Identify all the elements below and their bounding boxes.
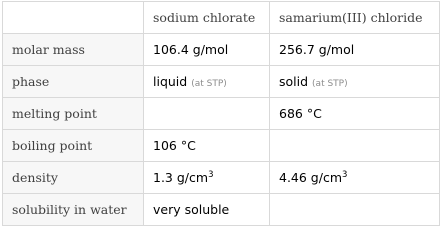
table-row bbox=[3, 130, 440, 162]
table-row bbox=[3, 66, 440, 98]
phase-samarium-chloride: solid bbox=[279, 74, 309, 89]
header-samarium-chloride: samarium(III) chloride bbox=[270, 2, 440, 34]
row-label-boiling-point: boiling point bbox=[3, 130, 144, 162]
molar-mass-sodium-chlorate: 106.4 g/mol bbox=[144, 34, 270, 66]
table-row bbox=[3, 194, 440, 226]
molar-mass-samarium-chloride: 256.7 g/mol bbox=[270, 34, 440, 66]
density-sodium-chlorate-cell bbox=[144, 162, 270, 194]
row-label-density: density bbox=[3, 162, 144, 194]
density-samarium-chloride-cell bbox=[270, 162, 440, 194]
density-exponent: 3 bbox=[342, 170, 348, 180]
solubility-sodium-chlorate: very soluble bbox=[144, 194, 270, 226]
row-label-phase: phase bbox=[3, 66, 144, 98]
header-corner-cell bbox=[3, 2, 144, 34]
header-sodium-chlorate: sodium chlorate bbox=[144, 2, 270, 34]
header-row bbox=[3, 2, 440, 34]
phase-condition-note: (at STP) bbox=[312, 79, 348, 89]
properties-table bbox=[2, 1, 440, 226]
table-row bbox=[3, 98, 440, 130]
phase-sodium-chlorate-cell bbox=[144, 66, 270, 98]
melting-point-sodium-chlorate bbox=[144, 98, 270, 130]
table-row bbox=[3, 162, 440, 194]
boiling-point-sodium-chlorate: 106 °C bbox=[144, 130, 270, 162]
boiling-point-samarium-chloride bbox=[270, 130, 440, 162]
melting-point-samarium-chloride: 686 °C bbox=[270, 98, 440, 130]
phase-sodium-chlorate: liquid bbox=[153, 74, 188, 89]
phase-condition-note: (at STP) bbox=[191, 79, 227, 89]
solubility-samarium-chloride bbox=[270, 194, 440, 226]
density-samarium-chloride: 4.46 g/cm bbox=[279, 170, 343, 185]
phase-samarium-chloride-cell bbox=[270, 66, 440, 98]
row-label-solubility-in-water: solubility in water bbox=[3, 194, 144, 226]
row-label-melting-point: melting point bbox=[3, 98, 144, 130]
row-label-molar-mass: molar mass bbox=[3, 34, 144, 66]
density-sodium-chlorate: 1.3 g/cm bbox=[153, 170, 209, 185]
table-row bbox=[3, 34, 440, 66]
density-exponent: 3 bbox=[208, 170, 214, 180]
